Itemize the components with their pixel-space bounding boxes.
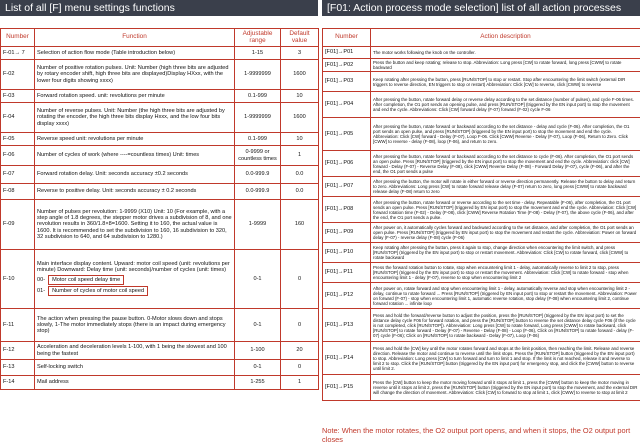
table-row <box>323 92 640 118</box>
process-description: Press the forward rotation button to rotate, stop when encountering limit 1 - delay, automatically reverse to limit 2 to stop, press [RUN/STOP] (triggered by the EN input port) to stop or restart the movement. Abbreviation: Click [CW] to rotate forward - stop when encountering limit 1 - delay (F-07), reverse to stop when encountering limit 2 <box>371 263 640 283</box>
table-row <box>1 200 319 250</box>
header-description: Action description <box>371 29 640 47</box>
function-cell: Reverse speed unit: revolutions per minute <box>35 133 235 146</box>
number-cell: F-14 <box>1 376 35 390</box>
function-cell: Number of pulses per revolution: 1-9999 (X10) Unit: 10 (For example, with a step angle of 1.8 degrees, the stepper motor drives a subdivision of 8, and one revolution results in 360/1.8×8=1600. Setting it to 160, the actual value is 1600. It is recommended to set the subdivision to 160, 16 subdivision to 320, 32 subdivision to 640, and 64 subdivision to 1280.) <box>35 200 235 250</box>
table-row <box>1 133 319 146</box>
process-description: Press and hold the [CW] key until the motor rotates forward and stops at the limit position, then reaching the limit. Release and reverse direction. Release the motor and continue to reverse until the limit stops. Press the [RUN/STOP] button (triggered by the EN input port) to stop. Abbreviation: Long press [CW] to turn forward and turn to limit 1 and stop. If the limit is not reached, release it and reverse to limit 2 to stop. Click the [RUN/STOP] button (triggered by the EN input port) for emergency stop, and click the [CWW] button to reverse until limit 2. <box>371 342 640 375</box>
process-description: Press and hold the forward/reverse button to adjust the position, press the [RUN/STOP] (triggered by the EN input port) to set the distance delay cycle F06 for forward rotation, and press the [RUN/STOP] button to reverse the set distance delay cycle F06 (if the cycle is not completed, click [RUN/STOP]). Abbreviation: Long press [CW] to rotate forward, Long press [CWW] to rotate backward, click [RUN/STOP] to rotate forward - Delay (F-07) - Reverse - Delay (F-08) - Loop (F-06), Click on [RUN/STOP] to rotate forward - delay (F-07) cycle (F-06); Click on [RUN/STOP] to rotate backward - Delay (F-07), Loop (F-06) <box>371 309 640 342</box>
process-number: [F01]→P11 <box>323 263 371 283</box>
process-number: [F01]→P04 <box>323 92 371 118</box>
process-description: After power on, rotate forward and stop when encountering limit 1 - delay, automatically reverse and stop when encountering limit 2 - delay, continue to rotate forward ... Press [RUN/STOP] (triggered by EN input port) to stop or restart the movement. Abbreviation: Power on forward (F-07) - stop when encountering limit 1, automatic reverse rotation, stop delay (F-08) when encountering limit 2, continue forward rotation ... infinite loop <box>371 283 640 309</box>
number-cell: F-08 <box>1 184 35 200</box>
process-description: Press the [CW] button to keep the motor moving forward until it stops at limit 1, press the [CWW] button to keep the motor moving in reverse until it stops at limit 2, press the [RUN/STOP] button (triggered by the EN input port) to stop the movement, and the external DIR will change the direction of movement. Abbreviation: Click [CW] to forward to stop at limit 1, click [CWW] to reverse to stop at limit 2 <box>371 375 640 401</box>
f-menu-table <box>0 28 319 390</box>
table-row <box>1 376 319 390</box>
default-cell: 160 <box>281 200 319 250</box>
table-row <box>323 118 640 151</box>
process-description: The motor works following the knob on the controller. <box>371 47 640 59</box>
process-description: Keep rotating after pressing the button, press [RUN/STOP] to stop or restart. Stop after encountering the limit switch (external DIR triggers to reverse direction, EN triggers to stop or restart) Abbreviation: Click [CW] to reverse, click [CWW] to reverse <box>371 72 640 92</box>
number-cell: F-01→ 7 <box>1 47 35 60</box>
default-cell: 0.0 <box>281 184 319 200</box>
action-process-title: [F01: Action process mode selection] list of all action processes <box>322 0 640 16</box>
range-cell: 0-1 <box>235 360 281 376</box>
table-row <box>1 103 319 133</box>
function-cell: Self-locking switch <box>35 360 235 376</box>
table-row <box>323 375 640 401</box>
range-cell: 1-9999999 <box>235 103 281 133</box>
function-cell: The action when pressing the pause button. 0-Motor slows down and stops slowly, 1-The motor immediately stops (there is an impact during emergency stop) <box>35 309 235 342</box>
default-cell: 1600 <box>281 103 319 133</box>
table-row <box>1 342 319 360</box>
default-cell: 20 <box>281 342 319 360</box>
number-cell: F-11 <box>1 309 35 342</box>
header-default: Default value <box>281 29 319 47</box>
header-function: Function <box>35 29 235 47</box>
number-cell: F-02 <box>1 60 35 90</box>
function-cell: Number of reverse pulses. Unit: Number (the high three bits are adjusted by rotating the encoder, the high three bits display Hxxx, and the low four bits display xxxx) <box>35 103 235 133</box>
function-cell: Reverse to positive delay. Unit: seconds accuracy ± 0.2 seconds <box>35 184 235 200</box>
table-row <box>1 146 319 166</box>
table-row <box>323 223 640 243</box>
table-row <box>323 151 640 177</box>
default-cell: 3 <box>281 47 319 60</box>
default-cell: 0 <box>281 309 319 342</box>
default-cell: 1 <box>281 376 319 390</box>
range-cell: 0-9999 or countless times <box>235 146 281 166</box>
f-menu-title: List of all [F] menu settings functions <box>0 0 318 16</box>
number-cell: F-03 <box>1 90 35 103</box>
range-cell: 1-9999 <box>235 200 281 250</box>
function-cell: Number of cycles of work (where ----=countless times) Unit: times <box>35 146 235 166</box>
table-row <box>1 60 319 90</box>
default-cell: 10 <box>281 90 319 103</box>
default-cell: 0 <box>281 360 319 376</box>
table-row <box>1 166 319 184</box>
process-number: [F01]→P01 <box>323 47 371 59</box>
process-description: After pressing the button, rotate forward or reverse according to the set time - delay. Repeatable (F-06), after completion, the O1 port sends an open pulse. Press [RUN/STOP] (triggered by EN input port) to stop the movement and end the cycle. Abbreviation: Click [CW] forward rotation time (F-02) - Delay (F-08), click [CWW] Reverse Rotation Time (F-08) - Delay (F-07), the above cycle (F-06), and after the end, the O1 port sends a pulse. <box>371 197 640 223</box>
number-cell: F-06 <box>1 146 35 166</box>
default-cell: 1600 <box>281 60 319 90</box>
table-header-row <box>1 29 319 47</box>
table-row <box>323 177 640 197</box>
process-description: Press the button and keep rotating; release to stop. Abbreviation: Long press [CW] to rotate forward, long press [CWW] to rotate backward <box>371 59 640 72</box>
header-range: Adjustable range <box>235 29 281 47</box>
process-number: [F01]→P03 <box>323 72 371 92</box>
table-row <box>1 250 319 309</box>
function-cell: Mail address <box>35 376 235 390</box>
function-cell: Forward rotation delay. Unit: seconds accuracy ±0.2 seconds <box>35 166 235 184</box>
process-description: After pressing the button, rotate forward or backward according to the set distance - delay and cycle (F-06). After completion, the O1 port sends an open pulse, and press [RUN/STOP] (triggered by the EN input port) to stop the movement and end the cycle. Abbreviation: Click [CW] forward - Delay (F-07), Loop F-06. Click [CWW] Reverse - Delay (F-07), Loop (F-06), Return to Zero. Click [CWW] to reverse - delay (F-08), loop (F-06), and return to zero. <box>371 118 640 151</box>
action-process-panel <box>322 0 640 401</box>
function-cell: Selection of action flow mode (Table introduction below) <box>35 47 235 60</box>
process-description: After power on, it automatically cycles forward and backward according to the set distance, and after completion, the O1 port sends an open pulse. Press [RUN/STOP] (triggered by EN input port) to stop the movement and restart the cycle. Abbreviation: Power on forward delay (F-07) - reverse delay (F-08) cycle (F-06) <box>371 223 640 243</box>
function-cell: Number of positive rotation pulses. Unit: Number (high three bits are adjusted by rotary encoder shift, high three bits are displayed)Display HXxx, with the lower four digits showing xxxx) <box>35 60 235 90</box>
range-cell: 1-100 <box>235 342 281 360</box>
range-cell: 1-15 <box>235 47 281 60</box>
number-cell: F-09 <box>1 200 35 250</box>
number-cell: F-10 <box>1 250 35 309</box>
table-row <box>1 47 319 60</box>
process-number: [F01]→P07 <box>323 177 371 197</box>
range-cell: 0.0-999.9 <box>235 166 281 184</box>
table-row <box>323 197 640 223</box>
table-row <box>323 72 640 92</box>
range-cell: 0.0-999.9 <box>235 184 281 200</box>
process-number: [F01]→P05 <box>323 118 371 151</box>
range-cell: 0-1 <box>235 309 281 342</box>
table-row <box>323 243 640 263</box>
f-menu-panel <box>0 0 318 390</box>
number-cell: F-12 <box>1 342 35 360</box>
sub-option-label: Number of cycles of motor coil speed <box>48 286 148 296</box>
process-number: [F01]→P15 <box>323 375 371 401</box>
function-text: Main interface display content. Upward: motor coil speed (unit: revolutions per minute) Downward: Delay time (unit: seconds)/number of cycles (unit: times) <box>37 261 230 274</box>
sub-option-label: Motor coil speed delay time <box>48 275 124 285</box>
table-row <box>1 360 319 376</box>
process-description: Keep rotating after pressing the button, press it again to stop, change direction when encountering the limit switch, and press [RUN/STOP] (triggered by the EN input port) to stop or restart movement. Abbreviation: Click [CW] to rotate forward, click [CWW] to rotate backward <box>371 243 640 263</box>
range-cell: 1-255 <box>235 376 281 390</box>
sub-option <box>37 275 232 285</box>
table-row <box>323 59 640 72</box>
footer-note: Note: When the motor rotates, the O2 output port opens, and when it stops, the O2 output port closes <box>322 426 631 444</box>
process-number: [F01]→P12 <box>323 283 371 309</box>
function-cell: Forward rotation speed. unit: revolutions per minute <box>35 90 235 103</box>
default-cell: 1 <box>281 146 319 166</box>
function-cell <box>35 250 235 309</box>
default-cell: 10 <box>281 133 319 146</box>
process-description: After pressing the button, the motor will rotate in either forward or reverse direction permanently. Release the button to delay and return to zero. Abbreviations: Long press [CW] to rotate forward release delay (F-07) return to zero, long press [CWW] to rotate backward release delay (F-08) return to zero <box>371 177 640 197</box>
default-cell: 0 <box>281 250 319 309</box>
process-number: [F01]→P13 <box>323 309 371 342</box>
action-process-table <box>322 28 640 401</box>
number-cell: F-04 <box>1 103 35 133</box>
sub-option-key: 01- <box>37 287 46 294</box>
range-cell: 0-1 <box>235 250 281 309</box>
number-cell: F-13 <box>1 360 35 376</box>
number-cell: F-07 <box>1 166 35 184</box>
table-row <box>323 283 640 309</box>
table-row <box>323 342 640 375</box>
header-number: Number <box>1 29 35 47</box>
table-row <box>323 47 640 59</box>
header-number: Number <box>323 29 371 47</box>
process-number: [F01]→P09 <box>323 223 371 243</box>
table-header-row <box>323 29 640 47</box>
sub-option <box>37 286 232 296</box>
default-cell: 0.0 <box>281 166 319 184</box>
process-number: [F01]→P10 <box>323 243 371 263</box>
range-cell: 1-9999999 <box>235 60 281 90</box>
process-number: [F01]→P14 <box>323 342 371 375</box>
range-cell: 0.1-999 <box>235 90 281 103</box>
table-row <box>1 309 319 342</box>
sub-option-key: 00- <box>37 276 46 283</box>
process-description: After pressing the button, rotate forward or backward according to the set distance to cycle (F-06). After completion, the O1 port sends an open pulse. Press [RUN/STOP] (triggered by the EN input port) to stop the movement and end the cycle. Abbreviation: click [CW] forward - Delay (F-07) - Reverse Delay (F-08), click [CWW] Reverse Delay (F-08) - Forward Delay (F-07), cycle (F-06), and after the end, the O1 port sends a pulse <box>371 151 640 177</box>
process-number: [F01]→P02 <box>323 59 371 72</box>
table-row <box>1 184 319 200</box>
number-cell: F-05 <box>1 133 35 146</box>
process-number: [F01]→P06 <box>323 151 371 177</box>
table-row <box>323 309 640 342</box>
process-number: [F01]→P08 <box>323 197 371 223</box>
range-cell: 0.1-999 <box>235 133 281 146</box>
table-row <box>1 90 319 103</box>
process-description: After pressing the button, rotate forward delay or reverse delay according to the set distance (number of pulses), and cycle F-06 times. After completion, the O1 port sends an opening pulse, and press [RUN/STOP] (triggered by the EN input port) to stop the movement and end the cycle. Abbreviations: Click [CW] forward delay (F-07) forward (F-02) cycle F-06 <box>371 92 640 118</box>
table-row <box>323 263 640 283</box>
function-cell: Acceleration and deceleration levels 1-100, with 1 being the slowest and 100 being the fastest <box>35 342 235 360</box>
